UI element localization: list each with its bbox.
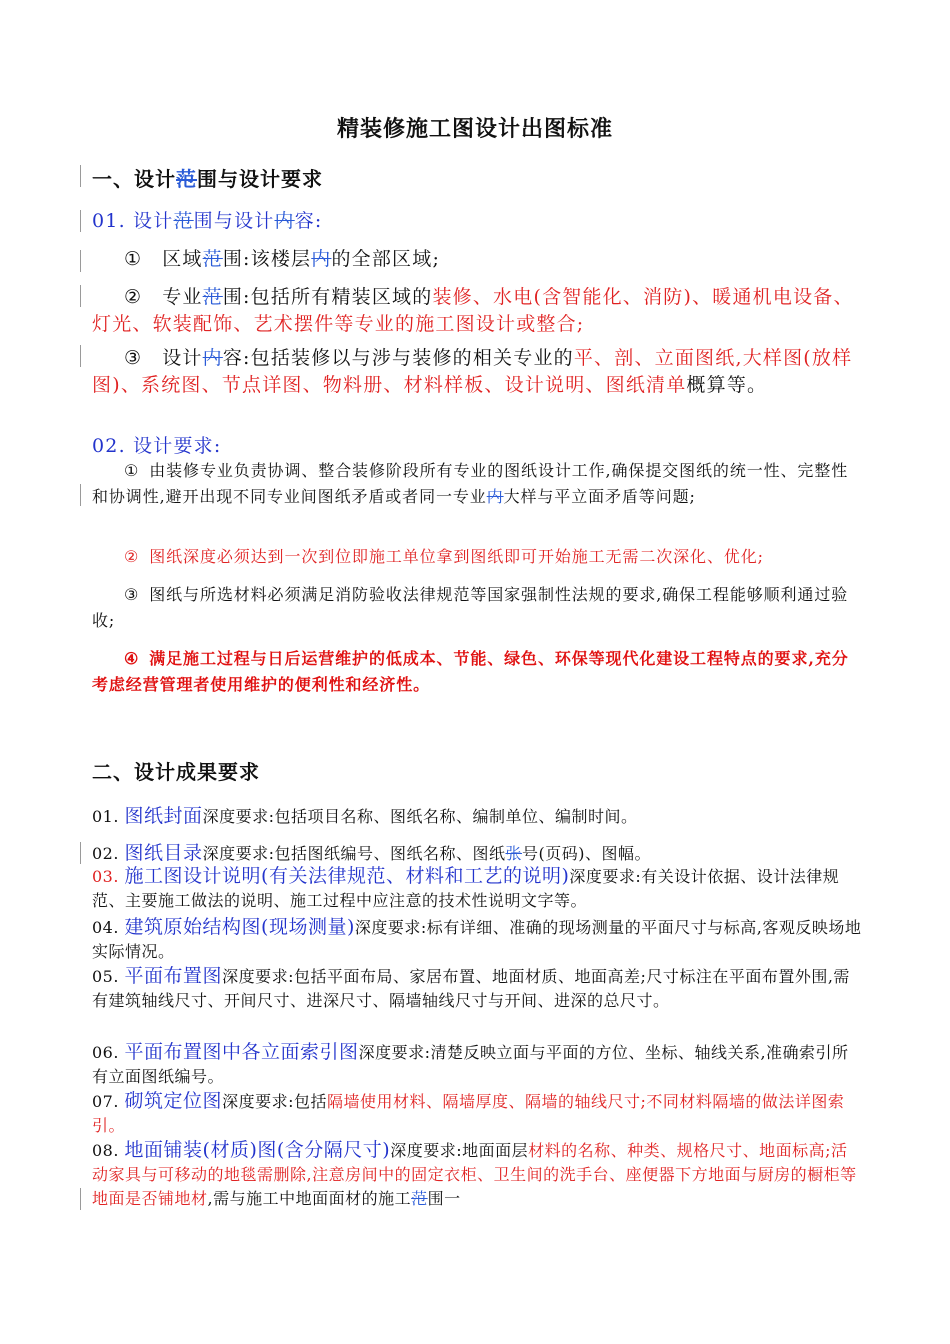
item-number: 05. [92,967,119,986]
heading-text: 一、设计 [92,167,176,191]
item-text: 专业 [162,286,203,308]
label-text: 容: [294,210,323,232]
highlight-text: 材料的名称、种类、规格尺寸、地面标高;活动家具与可移动的地毯需删除,注意房间中的固定衣柜、卫生间的洗手台、座便器下方地面与厨房的橱柜等地面是否铺地材 [92,1141,857,1208]
revision-bar [80,210,81,232]
deliverable-name: 地面铺装(材质)图(含分隔尺寸) [124,1139,391,1161]
deliverable-item [92,804,862,829]
deleted-char: 范 [202,248,223,270]
item-number: ③ [124,585,140,604]
deleted-char: 范 [411,1189,428,1208]
item-text: 深度要求:标有详细、准确的现场测量的平面尺寸与标高,客观反映场地实际情况。 [92,918,862,961]
deleted-char: 内 [202,347,223,369]
section-heading-1 [92,163,323,192]
requirement-item-4 [92,646,862,698]
item-text: 的全部区域; [331,248,441,270]
highlight-text: 隔墙使用材料、隔墙厚度、隔墙的轴线尺寸;不同材料隔墙的做法详图索引。 [92,1092,845,1135]
item-text: 深度要求:包括项目名称、图纸名称、编制单位、编制时间。 [202,807,638,826]
deliverable-item [92,1040,862,1089]
item-number: ① [124,248,143,270]
item-number: 07. [92,1092,119,1111]
item-text: 深度要求:包括 [222,1092,327,1111]
section-heading-2: 二、设计成果要求 [92,760,260,784]
revision-bar [80,842,81,864]
deliverable-item [92,915,862,964]
deliverable-name: 施工图设计说明(有关法律规范、材料和工艺的说明) [124,865,570,887]
item-text: 由装修专业负责协调、整合装修阶段所有专业的图纸设计工作,确保提交图纸的统一性、完整性和协调性,避开出现不同专业间图纸矛盾或者同一专业 [92,461,849,506]
revision-bar [80,285,81,307]
requirement-item-2 [92,544,862,570]
item-text: 围:该楼层 [222,248,312,270]
item-number: 06. [92,1043,119,1062]
item-text: 满足施工过程与日后运营维护的低成本、节能、绿色、环保等现代化建设工程特点的要求,充分考虑经营管理者使用维护的便利性和经济性。 [92,649,849,694]
item-number: ② [124,547,140,566]
item-text: 图纸深度必须达到一次到位即施工单位拿到图纸即可开始施工无需二次深化、优化; [149,547,764,566]
item-text: 深度要求:清楚反映立面与平面的方位、坐标、轴线关系,准确索引所有立面图纸编号。 [92,1043,849,1086]
item-text: 深度要求:包括平面布局、家居布置、地面材质、地面高差;尺寸标注在平面布置外围,需有建筑轴线尺寸、开间尺寸、进深尺寸、隔墙轴线尺寸与开间、进深的总尺寸。 [92,967,850,1010]
item-text: 围一 [427,1189,461,1208]
requirement-item-3 [92,582,862,634]
deliverable-item [92,1138,862,1211]
deleted-char: 范 [202,286,223,308]
item-text: 概算等。 [686,374,768,396]
document-title: 精装修施工图设计出图标准 [336,116,613,142]
deliverable-item [92,864,862,913]
highlight-text: 装修、水电(含智能化、消防)、暖通机电设备、灯光、软装配饰、艺术摆件等专业的施工图设计或整合; [92,286,854,335]
deleted-char: 范 [176,167,197,191]
item-number: 02. [92,844,119,863]
deleted-char: 内 [486,487,504,506]
item-text: 容:包括装修以与涉与装修的相关专业的 [222,347,574,369]
heading-text: 围与设计要求 [197,167,323,191]
item-number: 01. [92,807,119,826]
scope-item-2 [92,284,862,338]
label-text: 围与设计 [193,210,275,232]
scope-item-3 [92,345,862,399]
deliverable-name: 砌筑定位图 [124,1090,223,1112]
item-text: 深度要求:地面面层 [390,1141,529,1160]
deleted-char: 范 [173,210,194,232]
revision-bar [80,345,81,367]
deleted-char: 张 [505,844,522,863]
item-number: 03. [92,867,119,886]
item-number: ③ [124,347,143,369]
label-text: 01. 设计 [92,210,174,232]
deliverable-item [92,1089,862,1138]
revision-bar [80,250,81,272]
deliverable-name: 图纸目录 [124,842,203,864]
revision-bar [80,165,81,187]
item-text: 号(页码)、图幅。 [521,844,651,863]
revision-bar [80,484,81,506]
item-number: ④ [124,649,140,668]
item-text: 设计 [162,347,203,369]
deliverable-name: 建筑原始结构图(现场测量) [124,916,355,938]
highlight-text: 平、剖、立面图纸,大样图(放样图)、系统图、节点详图、物料册、材料样板、设计说明、图纸清单 [92,347,853,396]
item-number: ② [124,286,143,308]
item-text: 大样与平立面矛盾等问题; [503,487,696,506]
subsection-label-02: 02. 设计要求: [92,435,222,457]
item-number: 04. [92,918,119,937]
deliverable-name: 图纸封面 [124,805,203,827]
item-text: 深度要求:包括图纸编号、图纸名称、图纸 [202,844,506,863]
deliverable-name: 平面布置图 [124,965,223,987]
deliverable-item [92,964,862,1013]
deliverable-name: 平面布置图中各立面索引图 [124,1041,359,1063]
deleted-char: 内 [274,210,295,232]
deliverable-item [92,841,862,866]
item-text: 区域 [162,248,203,270]
item-text: ,需与施工中地面面材的施工 [207,1189,412,1208]
revision-bar [80,1188,81,1210]
item-text: 图纸与所选材料必须满足消防验收法律规范等国家强制性法规的要求,确保工程能够顺利通过验收; [92,585,849,630]
item-number: 08. [92,1141,119,1160]
requirement-item-1 [92,458,862,510]
deleted-char: 内 [311,248,332,270]
item-text: 深度要求:有关设计依据、设计法律规范、主要施工做法的说明、施工过程中应注意的技术性说明文字等。 [92,867,840,910]
item-number: ① [124,461,140,480]
item-text: 围:包括所有精装区域的 [222,286,433,308]
subsection-label-01 [92,208,862,235]
scope-item-1 [92,246,862,273]
